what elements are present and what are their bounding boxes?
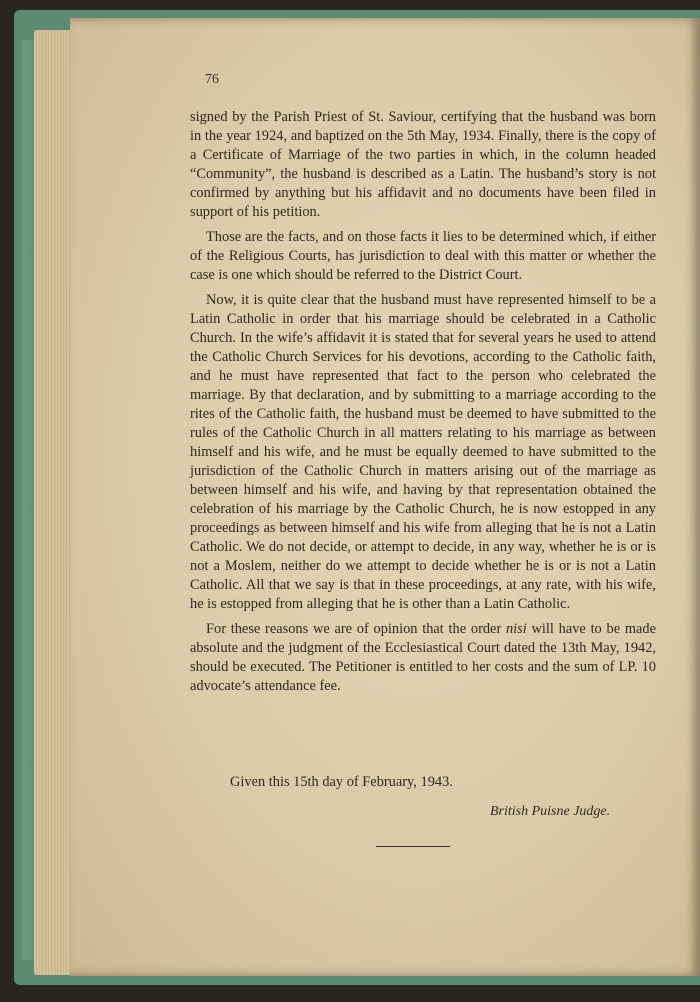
given-date-line: Given this 15th day of February, 1943.: [230, 774, 453, 790]
paragraph-2: Those are the facts, and on those facts it lies to be determined which, if either of the Religious Courts, has jurisdiction to deal with this matter or whether the case is one which should be referred to the District Court.: [190, 229, 656, 283]
paragraph-1: signed by the Parish Priest of St. Saviour, certifying that the husband was born in the year 1924, and baptized on the 5th May, 1934. Finally, there is the copy of a Certificate of Marriage of the two parties in which, in the column headed “Community”, the husband is described as a Latin. The husband’s story is not confirmed by anything but his affidavit and no documents have been filed in support of his petition.: [190, 109, 656, 220]
closing-rule: [376, 846, 450, 847]
paragraph-3: Now, it is quite clear that the husband must have represented himself to be a Latin Catholic in order that his marriage should be celebrated in a Catholic Church. In the wife’s affidavit it is stated that for several years he used to attend the Catholic Church Services for his devotions, according to the Catholic faith, and he must have represented that fact to the person who celebrated the marriage. By that declaration, and by submitting to a marriage according to the rites of the Catholic faith, the husband must be deemed to have submitted to the rules of the Catholic Church in all matters relating to his marriage as between himself and his wife, and he must be equally deemed to have submitted to the jurisdiction of the Catholic Church in matters arising out of the marriage as between himself and his wife, and having by that representation obtained the celebration of his marriage by the Catholic Church, he is now estopped in any proceedings as between himself and his wife from alleging that he is not a Latin Catholic. We do not decide, or attempt to decide, in any way, whether he is or is not a Moslem, neither do we attempt to decide whether he is or is not a Latin Catholic. All that we say is that in these proceedings, at any rate, with his wife, he is estopped from alleging that he is other than a Latin Catholic.: [190, 292, 656, 612]
nisi-term: nisi: [505, 621, 527, 637]
paragraph-4-part-2: will have to be made absolute and the judgment of the Ecclesiastical Court dated the 13th May, 1942, should be executed. The Petitioner is entitled to her costs and the sum of LP. 10 advocate’s attendance fee.: [190, 621, 656, 694]
body-text: [190, 108, 656, 702]
judge-signature: British Puisne Judge.: [490, 804, 611, 819]
page-number: 76: [205, 72, 219, 87]
paragraph-4: [190, 620, 656, 696]
paragraph-4-part-1: For these reasons we are of opinion that the order: [206, 621, 506, 637]
